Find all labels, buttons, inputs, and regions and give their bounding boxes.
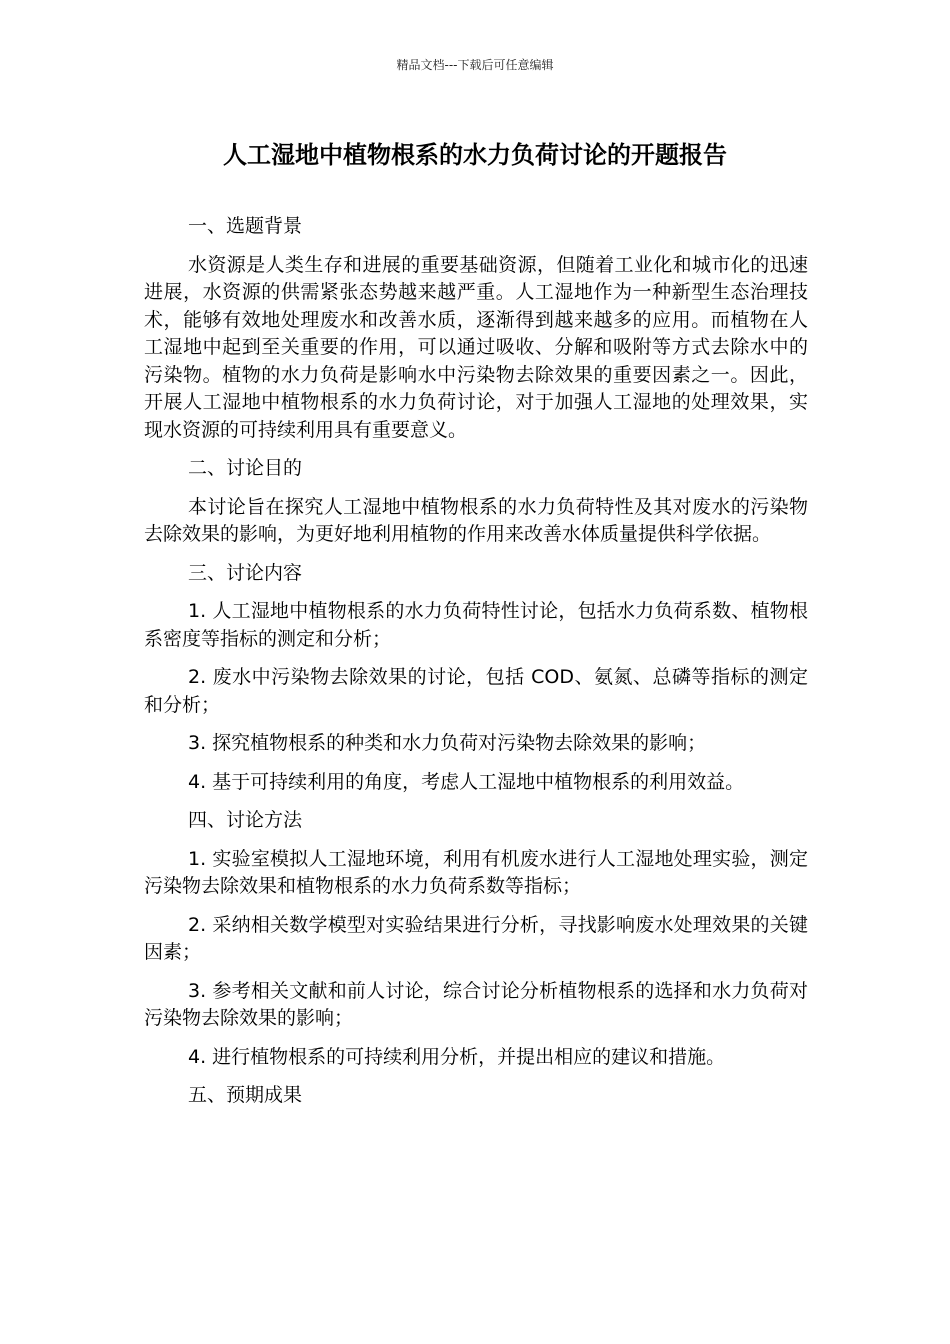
list-item-methods-4: 4. 进行植物根系的可持续利用分析，并提出相应的建议和措施。 [188,1045,726,1068]
paragraph-background: 水资源是人类生存和进展的重要基础资源，但随着工业化和城市化的迅速进展，水资源的供需紧张态势越来越严重。人工湿地作为一种新型生态治理技术，能够有效地处理废水和改善水质，逐渐得到越来越多的应用。而植物在人工湿地中起到至关重要的作用，可以通过吸收、分解和吸附等方式去除水中的污染物。植物的水力负荷是影响水中污染物去除效果的重要因素之一。因此，开展人工湿地中植物根系的水力负荷讨论，对于加强人工湿地的处理效果，实现水资源的可持续利用具有重要意义。 [144,253,808,441]
section-heading-content: 三、讨论内容 [188,561,303,584]
list-item-methods-2: 2. 采纳相关数学模型对实验结果进行分析，寻找影响废水处理效果的关键因素； [144,913,808,963]
list-item-content-1: 1. 人工湿地中植物根系的水力负荷特性讨论，包括水力负荷系数、植物根系密度等指标的测定和分析； [144,600,808,650]
list-item-content-4: 4. 基于可持续利用的角度，考虑人工湿地中植物根系的利用效益。 [188,770,745,793]
page-header: 精品文档---下载后可任意编辑 [396,58,554,72]
list-item-content-2: 2. 废水中污染物去除效果的讨论，包括 COD、氨氮、总磷等指标的测定和分析； [144,666,808,716]
list-item-methods-1: 1. 实验室模拟人工湿地环境，利用有机废水进行人工湿地处理实验，测定污染物去除效果和植物根系的水力负荷系数等指标； [144,847,808,897]
list-item-content-3: 3. 探究植物根系的种类和水力负荷对污染物去除效果的影响； [188,732,707,754]
document-title: 人工湿地中植物根系的水力负荷讨论的开题报告 [223,141,727,169]
document-body [144,213,808,1121]
section-heading-results: 五、预期成果 [188,1084,303,1106]
section-heading-purpose: 二、讨论目的 [188,457,303,479]
list-item-methods-3: 3. 参考相关文献和前人讨论，综合讨论分析植物根系的选择和水力负荷对污染物去除效果的影响； [144,979,808,1029]
section-heading-background: 一、选题背景 [188,215,303,237]
section-heading-methods: 四、讨论方法 [188,809,303,831]
paragraph-purpose: 本讨论旨在探究人工湿地中植物根系的水力负荷特性及其对废水的污染物去除效果的影响，为更好地利用植物的作用来改善水体质量提供科学依据。 [144,495,808,545]
